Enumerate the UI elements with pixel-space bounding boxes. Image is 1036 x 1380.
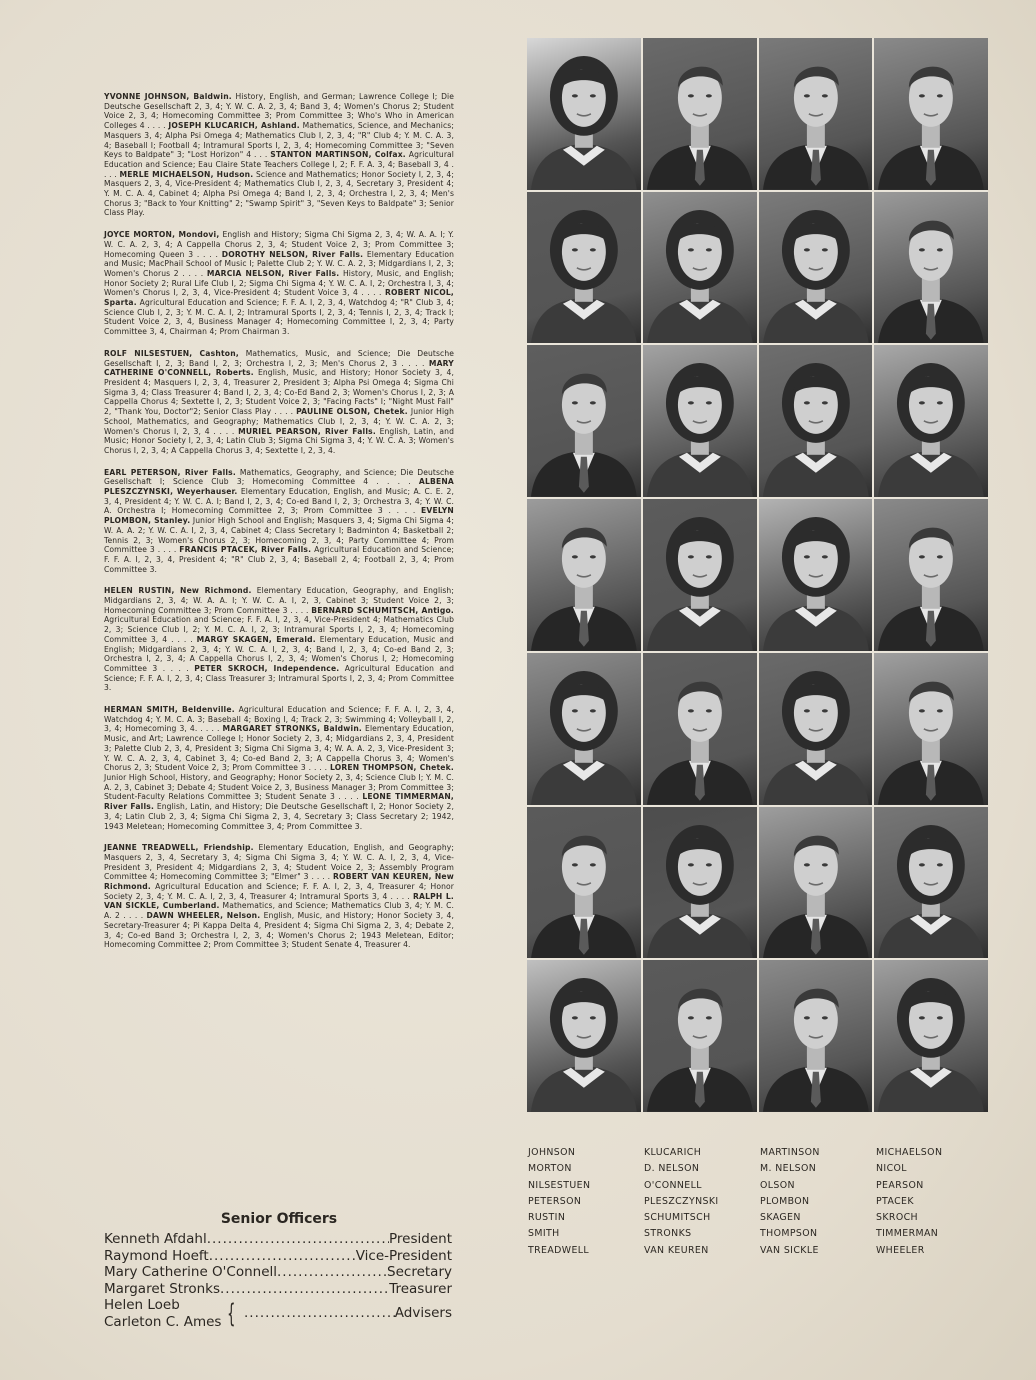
- caption-name: VAN SICKLE: [760, 1244, 819, 1256]
- student-activities: History, Music, and English; Honor Society 2; Rural Life Club I, 2; Sigma Chi Sigma 4; Y. W. C. A. I, 2; Orchestra I, 3, 4; Women's Chorus I, 2, 3, 4, Vice-President 4; Student Voice 3, 4 . . . .: [104, 268, 454, 298]
- portrait-photo: [643, 345, 757, 497]
- portrait-photo: [759, 499, 873, 651]
- adviser-names: [104, 1297, 221, 1330]
- student-name: FRANCIS PTACEK, River Falls.: [179, 545, 312, 555]
- caption-column: [644, 1145, 760, 1259]
- student-name: MURIEL PEARSON, River Falls.: [238, 426, 376, 436]
- caption-name: WHEELER: [876, 1244, 925, 1256]
- portrait-photo: [874, 499, 988, 651]
- portrait-silhouette: [527, 653, 641, 805]
- caption-column: [528, 1145, 644, 1259]
- portrait-silhouette: [527, 960, 641, 1112]
- student-activities: Agricultural Education and Science; F. F. A. I, 2, 3, 4, Treasurer 4; Honor Society 2, 3, 4; Y. M. C. A. I, 2, 3, 4, Treasurer 4; Intramural Sports 3, 4 . . . .: [104, 882, 454, 901]
- portrait-silhouette: [874, 499, 988, 651]
- portrait-silhouette: [643, 960, 757, 1112]
- student-name: EARL PETERSON, River Falls.: [104, 467, 236, 477]
- student-name: MARGY SKAGEN, Emerald.: [196, 634, 316, 644]
- portrait-photo: [874, 807, 988, 959]
- portrait-silhouette: [874, 192, 988, 344]
- officer-role: Vice-President: [355, 1247, 452, 1264]
- portrait-photo: [874, 38, 988, 190]
- portrait-silhouette: [874, 38, 988, 190]
- advisers-row: [104, 1297, 452, 1330]
- student-name: MERLE MICHAELSON, Hudson.: [119, 169, 254, 179]
- student-name: LEONE TIMMERMAN, River Falls.: [104, 792, 454, 812]
- student-activities: Elementary Education and Music; MacPhail School of Music I; Palette Club 2; Y. W. C. A. 2, 3; Midgardians I, 2, 3; Women's Chorus 2 . . . .: [104, 249, 454, 278]
- leader-dots: [209, 1248, 356, 1265]
- student-activities: Junior High School and English; Masquers 3, 4; Sigma Chi Sigma 4; W. A. A. 2; Y. W. C. A. I, 2, 3, 4, Cabinet 4; Class Secretary I; Badminton 4; Basketball 2; Tennis 2, 3; Women's Chorus 2, 3; Homecoming 2, 3, 4; Party Committee 4; Prom Committee 3 . . . .: [104, 516, 454, 555]
- caption-name: PTACEK: [876, 1195, 914, 1207]
- student-name: STANTON MARTINSON, Colfax.: [270, 150, 406, 160]
- student-name: BERNARD SCHUMITSCH, Antigo.: [311, 605, 454, 615]
- caption-name: NICOL: [876, 1163, 907, 1175]
- student-activities: Elementary Education, English, and Music; A. C. E. 2, 3, 4, President 4; Y. W. C. A. I; Band I, 2, 3, 4; Co-ed Band I, 2, 3; Orchestra 3, 4; Y. W. C. A. Orchestra I; Homecoming Committee 2, 3; Prom Committee 3 . . . .: [104, 487, 454, 516]
- portrait-silhouette: [643, 345, 757, 497]
- caption-name: D. NELSON: [644, 1163, 700, 1175]
- caption-name: JOHNSON: [528, 1147, 576, 1158]
- officer-role: President: [389, 1231, 452, 1247]
- caption-name: PEARSON: [876, 1179, 924, 1191]
- portrait-photo: [643, 499, 757, 651]
- portrait-photo: [874, 653, 988, 805]
- bio-paragraph: [104, 705, 454, 831]
- student-activities: English, Latin, and History; Die Deutsche Gesellschaft I, 2; Honor Society 2, 3, 4; Latin Club 2, 3, 4; Sigma Chi Sigma 2, 3, 4, Secretary 3; Class Secretary 2; 1942, 1943 Meletean; Homecoming Committee 3, 4; Prom Committee 3.: [104, 802, 454, 831]
- portrait-silhouette: [759, 960, 873, 1112]
- portrait-photo: [527, 653, 641, 805]
- student-name: PAULINE OLSON, Chetek.: [296, 407, 408, 417]
- adviser-name: Helen Loeb: [104, 1297, 180, 1313]
- caption-name: TIMMERMAN: [876, 1228, 939, 1240]
- caption-name: VAN KEUREN: [644, 1244, 709, 1256]
- bio-paragraph: [104, 92, 454, 218]
- caption-column: [760, 1145, 876, 1259]
- student-activities: English, Music, and History; Honor Society 3, 4, Secretary-Treasurer 4; Pi Kappa Delta 4, President 4; Sigma Chi Sigma 2, 3, 4; Debate 2, 3, 4; Co-ed Band 3; Orchestra I, 2, 3, 4; Women's Chorus 2; 1943 Meletean, Editor; Homecoming Committee 2; Prom Committee 3; Student Senate 4, Treasurer 4.: [104, 911, 455, 950]
- portrait-photo: [759, 653, 873, 805]
- caption-name: KLUCARICH: [644, 1147, 702, 1158]
- portrait-silhouette: [759, 38, 873, 190]
- bio-paragraph: [104, 586, 454, 693]
- portrait-silhouette: [643, 192, 757, 344]
- caption-name: M. NELSON: [760, 1163, 817, 1175]
- caption-name: PLESZCZYNSKI: [644, 1195, 719, 1207]
- student-name: HELEN RUSTIN, New Richmond.: [104, 586, 252, 596]
- student-activities: Junior High School, Mathematics, and Geography; Mathematics Club I, 2, 3, 4; Y. W. C. A. 2, 3; Women's Chorus I, 2, 3, 4 . . . .: [104, 407, 455, 436]
- caption-name: TREADWELL: [528, 1244, 590, 1256]
- student-activities: Elementary Education, Music and English; Midgardians 2, 3, 4; Y. W. C. A. I, 2, 3, 4; Band I, 2, 3, 4; Co-ed Band 2, 3; Orchestra I, 2, 3, 4; A Cappella Chorus I, 2, 3, 4; Women's Chorus I, 2; Homecoming Committee 3 . . . .: [104, 634, 454, 673]
- student-name: HERMAN SMITH, Beldenville.: [104, 705, 235, 715]
- portrait-silhouette: [874, 345, 988, 497]
- caption-name: THOMPSON: [760, 1228, 818, 1240]
- portrait-silhouette: [643, 38, 757, 190]
- caption-name: SKAGEN: [760, 1212, 801, 1224]
- student-name: DAWN WHEELER, Nelson.: [146, 911, 261, 921]
- student-name: JOSEPH KLUCARICH, Ashland.: [168, 121, 300, 131]
- advisers-role: Advisers: [394, 1305, 452, 1322]
- portrait-silhouette: [643, 807, 757, 959]
- officer-row: [104, 1248, 452, 1265]
- officer-name: Kenneth Afdahl: [104, 1231, 207, 1247]
- portrait-silhouette: [527, 38, 641, 190]
- student-name: LOREN THOMPSON, Chetek.: [329, 763, 454, 773]
- portrait-silhouette: [759, 653, 873, 805]
- student-name: ROBERT VAN KEUREN, New Richmond.: [104, 872, 454, 892]
- student-activities: History, English, and German; Lawrence College I; Die Deutsche Gesellschaft 2, 3, 4; Y. W. C. A. 2, 3, 4; Band 3, 4; Women's Chorus 2; Student Voice 2, 3, 4; Homecoming Committee 3; Prom Committee 3; Who's Who in American Colleges 4 . . . .: [104, 92, 454, 131]
- caption-name: STRONKS: [644, 1228, 692, 1240]
- officer-row: [104, 1281, 452, 1298]
- portrait-photo: [527, 345, 641, 497]
- leader-dots: [277, 1264, 387, 1281]
- student-activities: Agricultural Education and Science; F. F. A. I, 2, 3, 4, Watchdog 4; Y. M. C. A. 3; Baseball 4; Boxing I, 4; Track 2, 3; Swimming 4; Volleyball I, 2, 3, 4; Homecoming 3, 4. . . . .: [104, 705, 454, 734]
- officer-name: Raymond Hoeft: [104, 1247, 209, 1264]
- caption-name: PLOMBON: [760, 1195, 810, 1207]
- student-activities: Elementary Education, English, and Geography; Masquers 2, 3, 4, Secretary 3, 4; Sigma Chi Sigma 3, 4; Y. W. C. A. I, 2, 3, 4, Vice-President 3, President 4; Midgardians 2, 3, 4; Student Voice 2, 3; Assembly Program Committee 4; Homecoming Committee 3; "Elmer" 3 . . . .: [104, 843, 454, 882]
- caption-name: OLSON: [760, 1179, 795, 1191]
- portrait-photo: [643, 960, 757, 1112]
- bio-paragraph: [104, 230, 454, 337]
- portrait-photo: [759, 345, 873, 497]
- student-activities: English and History; Sigma Chi Sigma 2, 3, 4; W. A. A. I; Y. W. C. A. 2, 3, 4; A Cappella Chorus 2, 3, 4; Student Voice 2, 3; Prom Committee 3; Homecoming Queen 3 . . . .: [104, 230, 454, 259]
- portrait-photo: [643, 38, 757, 190]
- senior-officers-title: Senior Officers: [220, 1211, 338, 1227]
- officer-role: Treasurer: [389, 1280, 452, 1297]
- officer-name: Mary Catherine O'Connell: [104, 1264, 278, 1280]
- portrait-photo: [527, 192, 641, 344]
- portrait-photo: [527, 499, 641, 651]
- portrait-captions: [528, 1145, 988, 1259]
- caption-name: SCHUMITSCH: [644, 1212, 711, 1224]
- caption-name: O'CONNELL: [644, 1179, 702, 1191]
- portrait-silhouette: [527, 499, 641, 651]
- portrait-silhouette: [759, 499, 873, 651]
- caption-name: SKROCH: [876, 1212, 918, 1224]
- student-activities: Agricultural Education and Science; F. F. A. I, 2, 3, 4; Class Treasurer 3; Intramural Sports I, 2, 3, 4; Prom Committee 3.: [104, 663, 454, 693]
- portrait-photo: [527, 807, 641, 959]
- student-activities: Mathematics, and Science; Mathematics Club 3, 4; Y. M. C. A. 2 . . . .: [104, 901, 454, 921]
- portrait-photo: [527, 38, 641, 190]
- portrait-silhouette: [874, 960, 988, 1112]
- portrait-photo: [759, 960, 873, 1112]
- student-name: ALBENA PLESZCZYNSKI, Weyerhauser.: [104, 477, 454, 497]
- student-name: MARCIA NELSON, River Falls.: [206, 268, 340, 278]
- bio-paragraph: [104, 349, 454, 456]
- caption-name: MICHAELSON: [876, 1147, 943, 1158]
- student-name: ROBERT NICOL, Sparta.: [104, 288, 454, 308]
- portrait-silhouette: [527, 345, 641, 497]
- student-activities: Agricultural Education and Science; F. F. A. I, 2, 3, 4, President 4; "R" Club 2, 3, 4; Baseball 2, 4; Football 2, 3, 4; Prom Committee 3.: [104, 545, 454, 574]
- student-name: EVELYN PLOMBON, Stanley.: [104, 506, 454, 526]
- student-name: DOROTHY NELSON, River Falls.: [221, 249, 364, 259]
- portrait-silhouette: [874, 807, 988, 959]
- portrait-photo: [643, 192, 757, 344]
- leader-dots: [244, 1305, 395, 1322]
- portrait-silhouette: [759, 807, 873, 959]
- portrait-photo: [643, 807, 757, 959]
- caption-column: [876, 1145, 992, 1259]
- portrait-photo: [759, 38, 873, 190]
- student-activities: Agricultural Education and Science; Eau Claire State Teachers College I, 2; F. F. A. 3, 4; Baseball 3, 4 . . . .: [104, 150, 455, 179]
- officer-row: [104, 1231, 452, 1248]
- portrait-silhouette: [643, 653, 757, 805]
- portrait-silhouette: [759, 345, 873, 497]
- portrait-grid: [527, 38, 988, 1112]
- caption-name: MORTON: [528, 1163, 572, 1175]
- student-activities: Mathematics, Geography, and Science; Die Deutsche Gesellschaft I; Science Club 3; Homecoming Committee 4 . . . .: [104, 467, 454, 487]
- portrait-photo: [527, 960, 641, 1112]
- student-activities: Junior High School, History, and Geography; Honor Society 2, 3, 4; Science Club I; Y. M. C. A. 2, 3, Cabinet 3; Debate 4; Student Voice 2, 3, Business Manager 3; Prom Committee 3; Student-Faculty Relations Committee 3; Student Senate 3 . . . .: [104, 773, 454, 802]
- portrait-silhouette: [759, 192, 873, 344]
- student-activities: English, Latin, and Music; Honor Society I, 2, 3, 4; Latin Club 3; Sigma Chi Sigma 3, 4; Y. W. C. A. 3; Women's Chorus I, 2, 3, 4; A Cappella Chorus 3, 4; Sextette I, 2, 3, 4.: [104, 426, 454, 455]
- portrait-photo: [874, 345, 988, 497]
- portrait-silhouette: [874, 653, 988, 805]
- portrait-photo: [643, 653, 757, 805]
- caption-name: PETERSON: [528, 1195, 582, 1207]
- senior-officers-list: [104, 1231, 452, 1330]
- student-activities: Elementary Education, Geography, and English; Midgardians 2, 3, 4; W. A. A. I; Y. W. C. A. I, 2, 3, Cabinet 3; Student Voice 2, 3; Homecoming Committee 3; Prom Committee 3 . . . .: [104, 586, 454, 615]
- portrait-silhouette: [527, 192, 641, 344]
- student-name: ROLF NILSESTUEN, Cashton,: [104, 348, 239, 358]
- student-activities: Science and Mathematics; Honor Society I, 2, 3, 4; Masquers 2, 3, 4, Vice-President 4; Mathematics Club I, 2, 3, 4, Secretary 3, President 4; Y. M. C. A. 4, Cabinet 4; Alpha Psi Omega 4; Band I, 2, 3, 4; Orchestra I, 2, 3, 4; Men's Chorus 3; "Back to Your Knitting" 2; "Swamp Spirit" 3, "Seven Keys to Baldpate" 3; Senior Class Play.: [104, 169, 454, 218]
- portrait-photo: [759, 192, 873, 344]
- student-name: MARY CATHERINE O'CONNELL, Roberts.: [104, 358, 454, 378]
- bio-paragraph: [104, 468, 454, 575]
- caption-name: MARTINSON: [760, 1147, 820, 1158]
- student-name: MARGARET STRONKS, Baldwin.: [222, 724, 363, 734]
- caption-name: NILSESTUEN: [528, 1179, 591, 1191]
- student-name: JOYCE MORTON, Mondovi,: [104, 230, 220, 240]
- officer-role: Secretary: [387, 1264, 452, 1280]
- student-name: PETER SKROCH, Independence.: [194, 663, 340, 673]
- student-name: JEANNE TREADWELL, Friendship.: [104, 843, 254, 853]
- student-activities: Mathematics, Science, and Mechanics; Masquers 3, 4; Alpha Psi Omega 4; Mathematics Club I, 2, 3, 4; "R" Club 4; Y. M. C. A. 3, 4; Baseball I; Football 4; Intramural Sports I, 2, 3, 4; Homecoming Committee 3; "Seven Keys to Baldpate" 3; "Lost Horizon" 4 . . .: [104, 121, 454, 160]
- portrait-photo: [759, 807, 873, 959]
- portrait-photo: [874, 192, 988, 344]
- leader-dots: [220, 1281, 389, 1298]
- student-name: RALPH L. VAN SICKLE, Cumberland.: [104, 891, 455, 911]
- adviser-name: Carleton C. Ames: [104, 1313, 222, 1330]
- student-activities: Mathematics, Music, and Science; Die Deutsche Gesellschaft I, 2, 3; Band I, 2, 3; Orchestra I, 2, 3; Men's Chorus 2, 3 . . . .: [104, 348, 455, 368]
- portrait-silhouette: [643, 499, 757, 651]
- caption-name: RUSTIN: [528, 1212, 566, 1224]
- student-activities: Elementary Education, Music, and Art; Lawrence College I; Honor Society 2, 3, 4; Midgardians 2, 3, 4, President 3; Palette Club 2, 3, 4, President 3; Sigma Chi Sigma 3, 4; W. A. A. 2, 3, Vice-President 3; Y. W. C. A. 2, 3, 4, Cabinet 3, 4; Co-ed Band 2, 3; A Cappella Chorus 3, 4; Women's Chorus 2, 3; Student Voice 2, 3; Prom Committee 3 . . . .: [104, 724, 454, 773]
- officer-name: Margaret Stronks: [104, 1280, 221, 1297]
- brace-symbol: {: [227, 1298, 236, 1329]
- leader-dots: [207, 1231, 389, 1248]
- student-name: YVONNE JOHNSON, Baldwin.: [104, 92, 232, 101]
- student-activities: Agricultural Education and Science; F. F. A. I, 2, 3, 4, Vice-President 4; Mathematics Club 2, 3; Science Club I, 2; Y. M. C. A. I, 2, 3; Intramural Sports I, 2, 3, 4; Homecoming Committee 3, 4 . . . .: [104, 615, 454, 644]
- bio-paragraph: [104, 843, 454, 950]
- officer-row: [104, 1264, 452, 1281]
- caption-name: SMITH: [528, 1228, 560, 1240]
- student-activities: Agricultural Education and Science; F. F. A. I, 2, 3, 4, Watchdog 4; "R" Club 3, 4; Science Club I, 2, 3; Y. M. C. A. I, 2; Intramural Sports I, 2, 3, 4; Tennis I, 2, 3, 4; Track I; Student Voice 2, 3, 4, Business Manager 4; Homecoming Committee I, 2, 3, 4; Party Committee 3, 4, Chairman 4; Prom Chairman 3.: [104, 298, 454, 337]
- portrait-photo: [874, 960, 988, 1112]
- senior-biographies: [104, 92, 454, 962]
- portrait-silhouette: [527, 807, 641, 959]
- student-activities: English, Music, and History; Honor Society 3, 4, President 4; Masquers I, 2, 3, 4, Treasurer 2, President 3; Alpha Psi Omega 4; Sigma Chi Sigma 3, 4; Class Treasurer 4; Band I, 2, 3, 4; Co-Ed Band 2, 3; Women's Chorus I, 2, 3; A Cappella Chorus 4; Sextette I, 2, 3; Student Voice 2, 3; "Facing Facts" I; "Night Must Fall" 2, "Thank You, Doctor"2; Senior Class Play . . . .: [104, 368, 454, 417]
